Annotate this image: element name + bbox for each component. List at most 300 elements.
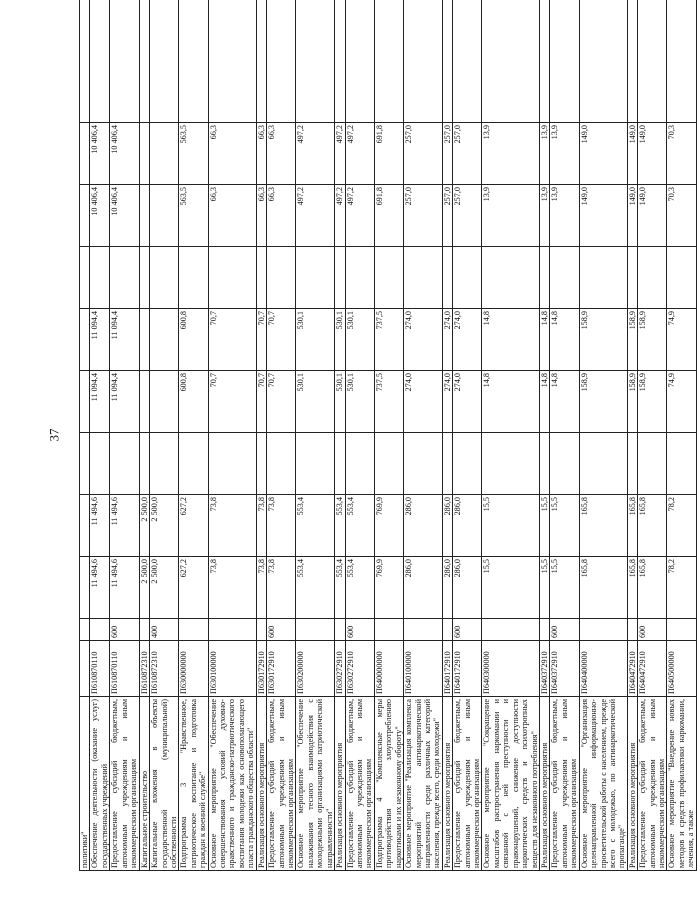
amount-cell: 15,5 <box>482 557 540 619</box>
amount-cell: 15,5 <box>550 557 579 619</box>
amount-cell <box>150 433 179 495</box>
amount-cell: 563,5 <box>179 123 208 185</box>
amount-cell <box>256 433 266 495</box>
target-code-cell: П630000000 <box>179 641 208 697</box>
amount-cell: 769,9 <box>374 495 403 557</box>
amount-cell <box>179 433 208 495</box>
target-code-cell: П640172910 <box>453 641 482 697</box>
amount-cell <box>627 0 637 123</box>
amount-cell <box>256 247 266 309</box>
table-row <box>627 0 637 871</box>
amount-cell: 74,9 <box>667 309 696 371</box>
amount-cell <box>482 433 540 495</box>
target-code-cell: П640372910 <box>550 641 579 697</box>
row-name-cell: Предоставление субсидий бюджетным, автономным учреждениям и иным некоммерческим организациям <box>453 697 482 871</box>
amount-cell: 530,1 <box>296 309 335 371</box>
table-row <box>482 0 540 871</box>
target-code-cell: П630172910 <box>256 641 266 697</box>
amount-cell: 553,4 <box>335 557 345 619</box>
target-code-cell: П630200000 <box>296 641 335 697</box>
amount-cell <box>627 433 637 495</box>
amount-cell: 158,9 <box>627 371 637 433</box>
amount-cell <box>208 433 256 495</box>
amount-cell <box>404 433 443 495</box>
amount-cell: 70,7 <box>256 309 266 371</box>
amount-cell: 158,9 <box>579 371 627 433</box>
amount-cell <box>482 0 540 123</box>
expense-type-cell: 600 <box>267 619 296 641</box>
row-name-cell: Реализация основного мероприятия <box>256 697 266 871</box>
expense-type-cell: 400 <box>150 619 179 641</box>
amount-cell <box>208 247 256 309</box>
target-code-cell: П640472910 <box>627 641 637 697</box>
table-row <box>150 0 179 871</box>
row-name-cell: Предоставление субсидий бюджетным, автономным учреждениям и иным некоммерческим организациям <box>267 697 296 871</box>
amount-cell: 530,1 <box>335 371 345 433</box>
amount-cell: 257,0 <box>453 123 482 185</box>
table-row <box>374 0 403 871</box>
amount-cell: 2 500,0 <box>150 557 179 619</box>
amount-cell: 14,8 <box>539 309 549 371</box>
row-name-cell: Основное мероприятие "Организация целенаправленной информационно-просветительской работы с населением, прежде всего с молодежью, по антинаркотической пропаганде" <box>579 697 627 871</box>
amount-cell <box>345 433 374 495</box>
amount-cell <box>179 0 208 123</box>
amount-cell: 70,7 <box>267 371 296 433</box>
target-code-cell: П640100000 <box>404 641 443 697</box>
amount-cell: 70,7 <box>208 371 256 433</box>
page-number: 37 <box>46 428 61 442</box>
amount-cell <box>442 247 452 309</box>
amount-cell <box>110 0 139 123</box>
amount-cell: 10 406,4 <box>90 123 110 185</box>
expense-type-cell <box>80 619 90 641</box>
amount-cell <box>667 0 696 123</box>
amount-cell: 497,2 <box>296 185 335 247</box>
row-name-cell: Подпрограмма 3 "Нравственное, патриотическое воспитание и подготовка граждан к военной службе" <box>179 697 208 871</box>
amount-cell <box>482 247 540 309</box>
amount-cell <box>442 433 452 495</box>
amount-cell <box>374 247 403 309</box>
amount-cell: 73,8 <box>208 495 256 557</box>
amount-cell <box>579 433 627 495</box>
amount-cell: 553,4 <box>345 557 374 619</box>
amount-cell: 73,8 <box>267 557 296 619</box>
amount-cell: 530,1 <box>335 309 345 371</box>
table-row <box>335 0 345 871</box>
amount-cell: 165,8 <box>579 557 627 619</box>
table-row <box>539 0 549 871</box>
expense-type-cell <box>90 619 110 641</box>
expense-type-cell <box>335 619 345 641</box>
row-name-cell: Подпрограмма 4 "Комплексные меры противодействия злоупотреблению наркотиками и их незаконному обороту" <box>374 697 403 871</box>
amount-cell <box>453 433 482 495</box>
target-code-cell: П640500000 <box>667 641 696 697</box>
amount-cell <box>179 247 208 309</box>
amount-cell <box>404 247 443 309</box>
table-row <box>179 0 208 871</box>
amount-cell <box>80 309 90 371</box>
amount-cell: 149,0 <box>638 185 667 247</box>
amount-cell: 14,8 <box>550 309 579 371</box>
row-name-cell: Предоставление субсидий бюджетным, автономным учреждениям и иным некоммерческим организациям <box>110 697 139 871</box>
amount-cell: 11 094,4 <box>90 309 110 371</box>
amount-cell: 691,8 <box>374 185 403 247</box>
amount-cell <box>550 0 579 123</box>
amount-cell: 73,8 <box>267 495 296 557</box>
row-name-cell: Предоставление субсидий бюджетным, автономным учреждениям и иным некоммерческим организациям <box>550 697 579 871</box>
amount-cell: 274,0 <box>442 371 452 433</box>
amount-cell: 737,5 <box>374 309 403 371</box>
amount-cell: 497,2 <box>335 185 345 247</box>
amount-cell <box>638 433 667 495</box>
table-row <box>267 0 296 871</box>
target-code-cell: П610872310 <box>139 641 149 697</box>
row-name-cell: Капитальные вложения в объекты государственной (муниципальной) собственности <box>150 697 179 871</box>
amount-cell <box>150 247 179 309</box>
target-code-cell <box>80 641 90 697</box>
amount-cell: 158,9 <box>579 309 627 371</box>
amount-cell: 11 494,6 <box>110 557 139 619</box>
amount-cell <box>139 123 149 185</box>
amount-cell: 530,1 <box>345 309 374 371</box>
amount-cell <box>638 247 667 309</box>
amount-cell <box>550 433 579 495</box>
amount-cell <box>627 247 637 309</box>
budget-table <box>79 0 697 871</box>
row-name-cell: Предоставление субсидий бюджетным, автономным учреждениям и иным некоммерческим организациям <box>345 697 374 871</box>
amount-cell <box>150 309 179 371</box>
amount-cell: 257,0 <box>404 185 443 247</box>
table-row <box>667 0 696 871</box>
row-name-cell: Основное мероприятие "Реализация комплекса мероприятий антинаркотической направленности среди различных категорий населения, прежде всего, среди молодежи" <box>404 697 443 871</box>
amount-cell: 627,2 <box>179 557 208 619</box>
amount-cell: 149,0 <box>627 123 637 185</box>
amount-cell <box>150 123 179 185</box>
amount-cell: 165,8 <box>627 557 637 619</box>
table-row <box>404 0 443 871</box>
amount-cell <box>80 433 90 495</box>
amount-cell: 14,8 <box>482 309 540 371</box>
amount-cell <box>296 433 335 495</box>
amount-cell: 2 500,0 <box>150 495 179 557</box>
expense-type-cell <box>482 619 540 641</box>
amount-cell: 165,8 <box>638 557 667 619</box>
amount-cell: 737,5 <box>374 371 403 433</box>
table-row <box>550 0 579 871</box>
rotated-page <box>79 28 696 871</box>
amount-cell <box>110 247 139 309</box>
table-row <box>345 0 374 871</box>
table-row <box>579 0 627 871</box>
row-name-cell: Основное мероприятие "Внедрение новых методов и средств профилактики наркомании, лечения, а также <box>667 697 696 871</box>
table-row <box>80 0 90 871</box>
amount-cell: 15,5 <box>539 495 549 557</box>
amount-cell <box>539 433 549 495</box>
amount-cell <box>150 0 179 123</box>
row-name-cell: Капитальное строительство <box>139 697 149 871</box>
row-name-cell: политики" <box>80 697 90 871</box>
amount-cell: 769,9 <box>374 557 403 619</box>
amount-cell: 13,9 <box>539 123 549 185</box>
target-code-cell: П640400000 <box>579 641 627 697</box>
amount-cell: 286,0 <box>404 557 443 619</box>
expense-type-cell <box>442 619 452 641</box>
target-code-cell: П610870110 <box>110 641 139 697</box>
amount-cell <box>256 0 266 123</box>
amount-cell: 286,0 <box>442 495 452 557</box>
amount-cell: 257,0 <box>404 123 443 185</box>
amount-cell <box>267 433 296 495</box>
amount-cell <box>345 247 374 309</box>
expense-type-cell <box>539 619 549 641</box>
expense-type-cell: 600 <box>453 619 482 641</box>
table-row <box>453 0 482 871</box>
target-code-cell: П640372910 <box>539 641 549 697</box>
target-code-cell: П610872310 <box>150 641 179 697</box>
amount-cell: 73,8 <box>256 557 266 619</box>
target-code-cell: П640000000 <box>374 641 403 697</box>
table-row <box>296 0 335 871</box>
amount-cell <box>442 0 452 123</box>
amount-cell: 497,2 <box>345 185 374 247</box>
amount-cell: 257,0 <box>453 185 482 247</box>
amount-cell: 11 094,4 <box>110 371 139 433</box>
row-name-cell: Основное мероприятие "Обеспечение налаживания тесного взаимодействия с молодежными организациями патриотической направленности" <box>296 697 335 871</box>
table-row <box>256 0 266 871</box>
amount-cell <box>453 0 482 123</box>
amount-cell: 78,2 <box>667 495 696 557</box>
target-code-cell: П640172910 <box>442 641 452 697</box>
amount-cell <box>335 247 345 309</box>
row-name-cell: Обеспечение деятельности (оказание услуг) государственных учреждений <box>90 697 110 871</box>
table-row <box>208 0 256 871</box>
amount-cell <box>150 371 179 433</box>
amount-cell <box>139 433 149 495</box>
amount-cell: 553,4 <box>345 495 374 557</box>
table-row <box>139 0 149 871</box>
amount-cell: 563,5 <box>179 185 208 247</box>
amount-cell: 158,9 <box>638 309 667 371</box>
table-row <box>638 0 667 871</box>
expense-type-cell <box>667 619 696 641</box>
amount-cell: 165,8 <box>627 495 637 557</box>
amount-cell <box>80 495 90 557</box>
amount-cell <box>139 247 149 309</box>
amount-cell <box>404 0 443 123</box>
amount-cell: 10 406,4 <box>110 185 139 247</box>
amount-cell: 73,8 <box>208 557 256 619</box>
amount-cell: 286,0 <box>453 557 482 619</box>
amount-cell: 627,2 <box>179 495 208 557</box>
amount-cell: 11 094,4 <box>90 371 110 433</box>
amount-cell: 10 406,4 <box>110 123 139 185</box>
amount-cell <box>374 433 403 495</box>
amount-cell <box>539 247 549 309</box>
amount-cell <box>80 185 90 247</box>
amount-cell: 530,1 <box>345 371 374 433</box>
amount-cell <box>335 0 345 123</box>
amount-cell: 14,8 <box>539 371 549 433</box>
table-row <box>442 0 452 871</box>
amount-cell: 73,8 <box>256 495 266 557</box>
amount-cell <box>345 0 374 123</box>
amount-cell: 70,3 <box>667 123 696 185</box>
amount-cell <box>110 433 139 495</box>
target-code-cell: П630100000 <box>208 641 256 697</box>
expense-type-cell <box>404 619 443 641</box>
amount-cell: 165,8 <box>638 495 667 557</box>
row-name-cell: Реализация основного мероприятия <box>627 697 637 871</box>
amount-cell <box>90 0 110 123</box>
amount-cell: 15,5 <box>550 495 579 557</box>
amount-cell: 257,0 <box>442 185 452 247</box>
amount-cell <box>90 433 110 495</box>
amount-cell: 78,2 <box>667 557 696 619</box>
amount-cell: 2 500,0 <box>139 495 149 557</box>
target-code-cell: П610870110 <box>90 641 110 697</box>
amount-cell <box>579 0 627 123</box>
amount-cell: 13,9 <box>550 185 579 247</box>
expense-type-cell <box>374 619 403 641</box>
amount-cell: 66,3 <box>256 123 266 185</box>
amount-cell: 66,3 <box>208 185 256 247</box>
table-row <box>90 0 110 871</box>
amount-cell: 10 406,4 <box>90 185 110 247</box>
amount-cell: 286,0 <box>404 495 443 557</box>
amount-cell <box>80 371 90 433</box>
amount-cell: 165,8 <box>579 495 627 557</box>
amount-cell: 13,9 <box>539 185 549 247</box>
amount-cell <box>335 433 345 495</box>
amount-cell: 74,9 <box>667 371 696 433</box>
amount-cell: 274,0 <box>453 371 482 433</box>
amount-cell: 149,0 <box>579 185 627 247</box>
amount-cell: 600,8 <box>179 371 208 433</box>
amount-cell: 497,2 <box>335 123 345 185</box>
amount-cell: 13,9 <box>482 185 540 247</box>
amount-cell: 70,3 <box>667 185 696 247</box>
expense-type-cell <box>139 619 149 641</box>
amount-cell: 11 094,4 <box>110 309 139 371</box>
amount-cell: 286,0 <box>453 495 482 557</box>
amount-cell: 70,7 <box>267 309 296 371</box>
amount-cell: 13,9 <box>482 123 540 185</box>
amount-cell: 158,9 <box>638 371 667 433</box>
amount-cell: 553,4 <box>335 495 345 557</box>
amount-cell <box>667 433 696 495</box>
amount-cell: 158,9 <box>627 309 637 371</box>
amount-cell: 553,4 <box>296 557 335 619</box>
amount-cell <box>139 309 149 371</box>
expense-type-cell <box>627 619 637 641</box>
target-code-cell: П630272910 <box>335 641 345 697</box>
amount-cell <box>150 185 179 247</box>
amount-cell <box>80 0 90 123</box>
expense-type-cell: 600 <box>638 619 667 641</box>
amount-cell <box>638 0 667 123</box>
amount-cell: 11 494,6 <box>110 495 139 557</box>
expense-type-cell <box>179 619 208 641</box>
expense-type-cell: 600 <box>550 619 579 641</box>
row-name-cell: Реализация основного мероприятия <box>539 697 549 871</box>
amount-cell: 66,3 <box>256 185 266 247</box>
amount-cell <box>80 123 90 185</box>
amount-cell <box>139 371 149 433</box>
amount-cell: 13,9 <box>550 123 579 185</box>
amount-cell: 70,7 <box>208 309 256 371</box>
amount-cell: 14,8 <box>550 371 579 433</box>
expense-type-cell <box>208 619 256 641</box>
target-code-cell: П630272910 <box>345 641 374 697</box>
amount-cell <box>550 247 579 309</box>
amount-cell <box>453 247 482 309</box>
row-name-cell: Основное мероприятие "Сокращение масштабов распространения наркомании и связанной с ней преступности и правонарушений, снижение доступности наркотических средств и психотропных веществ для незаконного потребления" <box>482 697 540 871</box>
amount-cell <box>267 247 296 309</box>
amount-cell: 149,0 <box>638 123 667 185</box>
amount-cell <box>267 0 296 123</box>
amount-cell: 497,2 <box>296 123 335 185</box>
amount-cell <box>90 247 110 309</box>
amount-cell <box>296 0 335 123</box>
amount-cell: 274,0 <box>404 309 443 371</box>
amount-cell: 286,0 <box>442 557 452 619</box>
amount-cell: 149,0 <box>579 123 627 185</box>
row-name-cell: Реализация основного мероприятия <box>442 697 452 871</box>
amount-cell: 600,8 <box>179 309 208 371</box>
amount-cell <box>139 0 149 123</box>
amount-cell <box>539 0 549 123</box>
amount-cell <box>208 0 256 123</box>
amount-cell <box>296 247 335 309</box>
amount-cell: 11 494,6 <box>90 557 110 619</box>
expense-type-cell <box>256 619 266 641</box>
target-code-cell: П630172910 <box>267 641 296 697</box>
row-name-cell: Основное мероприятие "Обеспечение совершенствования условий духовно-нравственного и гражданско-патриотического воспитания молодежи как основополагающего пласта гражданского общества области" <box>208 697 256 871</box>
row-name-cell: Предоставление субсидий бюджетным, автономным учреждениям и иным некоммерческим организациям <box>638 697 667 871</box>
amount-cell: 274,0 <box>442 309 452 371</box>
amount-cell: 66,3 <box>267 123 296 185</box>
target-code-cell: П640300000 <box>482 641 540 697</box>
amount-cell: 691,8 <box>374 123 403 185</box>
amount-cell: 530,1 <box>296 371 335 433</box>
amount-cell: 553,4 <box>296 495 335 557</box>
amount-cell: 149,0 <box>627 185 637 247</box>
amount-cell: 66,3 <box>208 123 256 185</box>
expense-type-cell: 600 <box>110 619 139 641</box>
amount-cell: 15,5 <box>482 495 540 557</box>
amount-cell <box>80 557 90 619</box>
amount-cell: 274,0 <box>404 371 443 433</box>
expense-type-cell <box>296 619 335 641</box>
amount-cell: 15,5 <box>539 557 549 619</box>
amount-cell: 70,7 <box>256 371 266 433</box>
amount-cell <box>374 0 403 123</box>
expense-type-cell <box>579 619 627 641</box>
row-name-cell: Реализация основного мероприятия <box>335 697 345 871</box>
amount-cell: 274,0 <box>453 309 482 371</box>
amount-cell <box>667 247 696 309</box>
target-code-cell: П640472910 <box>638 641 667 697</box>
amount-cell: 66,3 <box>267 185 296 247</box>
table-row <box>110 0 139 871</box>
amount-cell: 497,2 <box>345 123 374 185</box>
amount-cell: 2 500,0 <box>139 557 149 619</box>
amount-cell: 257,0 <box>442 123 452 185</box>
amount-cell: 11 494,6 <box>90 495 110 557</box>
amount-cell <box>579 247 627 309</box>
expense-type-cell: 600 <box>345 619 374 641</box>
amount-cell: 14,8 <box>482 371 540 433</box>
